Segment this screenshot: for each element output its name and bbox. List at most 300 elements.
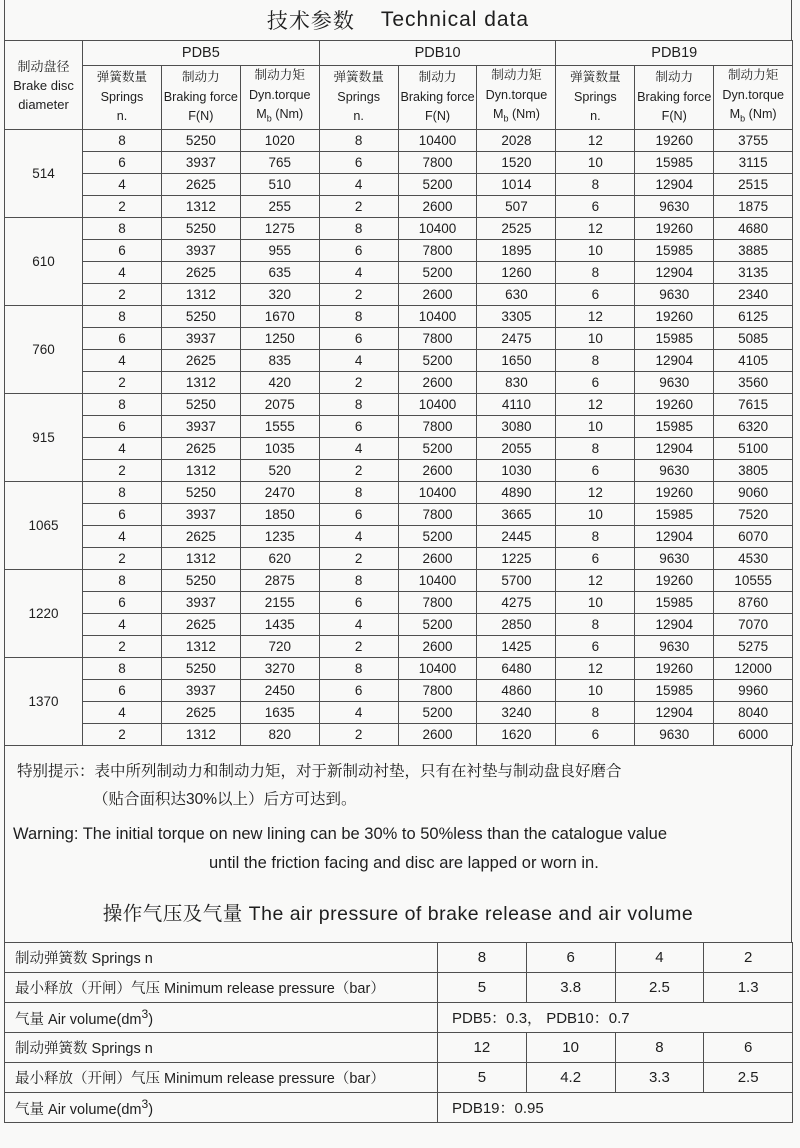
data-cell: 3665: [477, 504, 556, 526]
data-cell: 6320: [714, 416, 793, 438]
data-cell: 6: [556, 196, 635, 218]
data-cell: 2600: [398, 196, 477, 218]
data-cell: 1425: [477, 636, 556, 658]
table-row: [5, 702, 793, 724]
data-cell: 9630: [635, 636, 714, 658]
data-cell: 7800: [398, 680, 477, 702]
data-cell: 12904: [635, 526, 714, 548]
data-cell: 5200: [398, 262, 477, 284]
data-cell: 5250: [161, 306, 240, 328]
springs-column-header: 弹簧数量 Springs n.: [83, 66, 162, 130]
data-cell: 4105: [714, 350, 793, 372]
data-cell: 6: [83, 240, 162, 262]
data-cell: 1555: [240, 416, 319, 438]
data-cell: 5250: [161, 570, 240, 592]
data-cell: 9630: [635, 724, 714, 746]
data-cell: 3755: [714, 130, 793, 152]
data-cell: 6: [556, 636, 635, 658]
data-cell: 10400: [398, 394, 477, 416]
pressure-value: 2.5: [615, 973, 704, 1003]
data-cell: 6: [319, 416, 398, 438]
data-cell: 3937: [161, 504, 240, 526]
data-cell: 10: [556, 328, 635, 350]
springs-column-header: 弹簧数量 Springs n.: [556, 66, 635, 130]
data-cell: 4: [319, 526, 398, 548]
table-row: [5, 284, 793, 306]
data-cell: 2470: [240, 482, 319, 504]
data-cell: 12904: [635, 702, 714, 724]
table-row: [5, 196, 793, 218]
data-cell: 1650: [477, 350, 556, 372]
data-cell: 9060: [714, 482, 793, 504]
diameter-cell: 915: [5, 394, 83, 482]
data-cell: 5250: [161, 658, 240, 680]
data-cell: 3270: [240, 658, 319, 680]
page-title-en: Technical data: [380, 8, 530, 31]
data-cell: 1020: [240, 130, 319, 152]
data-cell: 10400: [398, 306, 477, 328]
table-row: [5, 636, 793, 658]
pressure-value: 4.2: [526, 1063, 615, 1093]
data-cell: 8: [556, 174, 635, 196]
data-cell: 1312: [161, 284, 240, 306]
table-row: [5, 306, 793, 328]
data-cell: 2875: [240, 570, 319, 592]
data-cell: 1250: [240, 328, 319, 350]
data-cell: 8: [83, 218, 162, 240]
data-cell: 2: [83, 548, 162, 570]
data-cell: 7070: [714, 614, 793, 636]
data-cell: 12904: [635, 438, 714, 460]
springs-value: 8: [615, 1033, 704, 1063]
data-cell: 2: [319, 636, 398, 658]
data-cell: 10400: [398, 130, 477, 152]
data-cell: 6: [556, 372, 635, 394]
data-cell: 1312: [161, 460, 240, 482]
data-cell: 420: [240, 372, 319, 394]
data-cell: 2: [319, 724, 398, 746]
data-cell: 1275: [240, 218, 319, 240]
data-cell: 9630: [635, 284, 714, 306]
table-row: [5, 438, 793, 460]
data-cell: 2055: [477, 438, 556, 460]
table-row: [5, 548, 793, 570]
data-cell: 3937: [161, 328, 240, 350]
air-volume-label: 气量 Air $volume(dm^3)$: [5, 1093, 438, 1123]
data-cell: 720: [240, 636, 319, 658]
pressure-label: 最小释放（开闸）气压 Minimum release pressure（bar）: [5, 1063, 438, 1093]
diameter-cell: 1220: [5, 570, 83, 658]
data-cell: 19260: [635, 394, 714, 416]
data-cell: 7800: [398, 592, 477, 614]
group-header-pdb19: PDB19: [556, 41, 793, 66]
springs-label: 制动弹簧数 Springs n: [5, 943, 438, 973]
table-row: [5, 570, 793, 592]
table-row: [5, 372, 793, 394]
data-cell: 4: [83, 438, 162, 460]
data-cell: 15985: [635, 504, 714, 526]
data-cell: 5250: [161, 130, 240, 152]
torque-column-header: 制动力矩 Dyn.torque $M_b$ (Nm): [477, 66, 556, 130]
table-row: [5, 328, 793, 350]
data-cell: 15985: [635, 152, 714, 174]
data-cell: 3937: [161, 416, 240, 438]
pressure-row: [5, 973, 793, 1003]
data-cell: 7800: [398, 240, 477, 262]
data-cell: 2075: [240, 394, 319, 416]
data-cell: 6: [319, 328, 398, 350]
group-header-pdb5: PDB5: [83, 41, 320, 66]
data-cell: 6070: [714, 526, 793, 548]
data-cell: 2450: [240, 680, 319, 702]
data-cell: 15985: [635, 680, 714, 702]
data-cell: 520: [240, 460, 319, 482]
data-cell: 6125: [714, 306, 793, 328]
data-cell: 507: [477, 196, 556, 218]
data-cell: 7800: [398, 152, 477, 174]
data-cell: 3885: [714, 240, 793, 262]
data-cell: 8: [556, 438, 635, 460]
data-cell: 630: [477, 284, 556, 306]
data-cell: 5200: [398, 174, 477, 196]
data-cell: 10: [556, 240, 635, 262]
data-cell: 19260: [635, 482, 714, 504]
data-cell: 3080: [477, 416, 556, 438]
note-chinese-line2: （贴合面积达30%以上）后方可达到。: [93, 791, 357, 809]
data-cell: 9960: [714, 680, 793, 702]
data-cell: 8: [83, 482, 162, 504]
data-cell: 2525: [477, 218, 556, 240]
air-volume-label: 气量 Air $volume(dm^3)$: [5, 1003, 438, 1033]
air-volume-row: [5, 1003, 793, 1033]
data-cell: 1035: [240, 438, 319, 460]
table-row: [5, 482, 793, 504]
data-cell: 1312: [161, 196, 240, 218]
data-cell: 10400: [398, 658, 477, 680]
data-cell: 6: [319, 152, 398, 174]
data-cell: 4680: [714, 218, 793, 240]
data-cell: 19260: [635, 130, 714, 152]
data-cell: 8: [83, 658, 162, 680]
data-cell: 8: [556, 262, 635, 284]
data-cell: 6: [556, 284, 635, 306]
data-cell: 6: [556, 548, 635, 570]
data-cell: 2600: [398, 284, 477, 306]
air-volume-value: PDB19：0.95: [438, 1093, 793, 1123]
data-cell: 10: [556, 416, 635, 438]
data-cell: 3115: [714, 152, 793, 174]
pressure-value: 2.5: [704, 1063, 793, 1093]
data-cell: 10: [556, 592, 635, 614]
data-cell: 3937: [161, 240, 240, 262]
data-cell: 4: [83, 526, 162, 548]
data-cell: 1895: [477, 240, 556, 262]
pressure-value: 3.8: [526, 973, 615, 1003]
data-cell: 1620: [477, 724, 556, 746]
data-cell: 765: [240, 152, 319, 174]
air-pressure-section-title: 操作气压及气量 The air pressure of brake release and air volume: [102, 903, 694, 926]
data-cell: 6: [83, 504, 162, 526]
group-header-pdb10: PDB10: [319, 41, 556, 66]
diameter-cell: 1370: [5, 658, 83, 746]
data-cell: 12904: [635, 614, 714, 636]
data-cell: 5250: [161, 218, 240, 240]
data-cell: 4110: [477, 394, 556, 416]
table-row: [5, 460, 793, 482]
data-cell: 15985: [635, 416, 714, 438]
data-cell: 4: [83, 614, 162, 636]
data-cell: 3305: [477, 306, 556, 328]
springs-column-header: 弹簧数量 Springs n.: [319, 66, 398, 130]
data-cell: 4: [83, 262, 162, 284]
data-cell: 8: [319, 570, 398, 592]
data-cell: 10: [556, 680, 635, 702]
force-column-header: 制动力 Braking force F(N): [635, 66, 714, 130]
data-cell: 15985: [635, 328, 714, 350]
data-cell: 2600: [398, 636, 477, 658]
data-cell: 6: [319, 504, 398, 526]
data-cell: 1312: [161, 372, 240, 394]
data-cell: 2: [83, 196, 162, 218]
main-table-body: [5, 130, 793, 746]
springs-value: 12: [438, 1033, 527, 1063]
data-cell: 5200: [398, 350, 477, 372]
springs-value: 6: [526, 943, 615, 973]
data-cell: 255: [240, 196, 319, 218]
data-cell: 2625: [161, 438, 240, 460]
data-cell: 6: [83, 328, 162, 350]
data-cell: 510: [240, 174, 319, 196]
data-cell: 1225: [477, 548, 556, 570]
data-cell: 12: [556, 394, 635, 416]
data-cell: 8: [83, 570, 162, 592]
page-title-zh: 技术参数: [266, 10, 355, 33]
data-cell: 6: [556, 460, 635, 482]
data-cell: 7800: [398, 328, 477, 350]
diameter-cell: 610: [5, 218, 83, 306]
notes-block: [4, 746, 792, 942]
data-cell: 1850: [240, 504, 319, 526]
data-cell: 6: [319, 680, 398, 702]
air-volume-row: [5, 1093, 793, 1123]
data-cell: 2600: [398, 548, 477, 570]
data-cell: 830: [477, 372, 556, 394]
data-cell: 8: [556, 702, 635, 724]
data-cell: 2475: [477, 328, 556, 350]
pressure-label: 最小释放（开闸）气压 Minimum release pressure（bar）: [5, 973, 438, 1003]
data-cell: 2: [83, 372, 162, 394]
table-row: [5, 658, 793, 680]
data-cell: 2850: [477, 614, 556, 636]
data-cell: 12: [556, 570, 635, 592]
data-cell: 955: [240, 240, 319, 262]
data-cell: 5200: [398, 614, 477, 636]
diameter-cell: 514: [5, 130, 83, 218]
pressure-value: 5: [438, 973, 527, 1003]
data-cell: 8: [319, 394, 398, 416]
table-row: [5, 526, 793, 548]
data-cell: 2: [83, 284, 162, 306]
data-cell: 2: [319, 196, 398, 218]
data-cell: 3135: [714, 262, 793, 284]
springs-row: [5, 943, 793, 973]
page-title: [4, 0, 792, 40]
data-cell: 2: [83, 460, 162, 482]
springs-value: 4: [615, 943, 704, 973]
data-cell: 6: [83, 592, 162, 614]
data-cell: 8: [556, 614, 635, 636]
pressure-row: [5, 1063, 793, 1093]
note-chinese-line1: 特别提示：表中所列制动力和制动力矩，对于新制动衬垫，只有在衬垫与制动盘良好磨合: [17, 763, 622, 781]
data-cell: 4: [319, 174, 398, 196]
data-cell: 8: [556, 350, 635, 372]
data-cell: 1670: [240, 306, 319, 328]
force-column-header: 制动力 Braking force F(N): [161, 66, 240, 130]
data-cell: 8: [83, 130, 162, 152]
data-cell: 1312: [161, 724, 240, 746]
data-cell: 1312: [161, 636, 240, 658]
table-row: [5, 724, 793, 746]
data-cell: 4860: [477, 680, 556, 702]
data-cell: 12: [556, 130, 635, 152]
data-cell: 12000: [714, 658, 793, 680]
diameter-cell: 1065: [5, 482, 83, 570]
data-cell: 12: [556, 658, 635, 680]
data-cell: 12904: [635, 174, 714, 196]
data-cell: 6: [83, 680, 162, 702]
table-row: [5, 394, 793, 416]
data-cell: 6: [83, 416, 162, 438]
data-cell: 2: [83, 724, 162, 746]
data-cell: 2: [319, 460, 398, 482]
data-cell: 5200: [398, 438, 477, 460]
data-cell: 5100: [714, 438, 793, 460]
data-cell: 4: [83, 350, 162, 372]
data-cell: 6480: [477, 658, 556, 680]
air-volume-value: PDB5：0.3， PDB10：0.7: [438, 1003, 793, 1033]
data-cell: 5250: [161, 394, 240, 416]
data-cell: 2625: [161, 526, 240, 548]
data-cell: 635: [240, 262, 319, 284]
data-cell: 4: [319, 350, 398, 372]
data-cell: 9630: [635, 196, 714, 218]
note-english-line1: Warning: The initial torque on new lining can be 30% to 50%less than the catalogue value: [13, 825, 668, 844]
data-cell: 1312: [161, 548, 240, 570]
note-english: [13, 820, 785, 878]
data-cell: 8040: [714, 702, 793, 724]
table-row: [5, 592, 793, 614]
data-cell: 7800: [398, 504, 477, 526]
technical-data-table: [4, 40, 793, 746]
main-table-head: [5, 41, 793, 130]
data-cell: 5200: [398, 526, 477, 548]
air-pressure-table: [4, 942, 793, 1123]
data-cell: 6: [83, 152, 162, 174]
data-cell: 4: [319, 614, 398, 636]
data-cell: 6000: [714, 724, 793, 746]
data-cell: 19260: [635, 306, 714, 328]
data-cell: 1030: [477, 460, 556, 482]
springs-row: [5, 1033, 793, 1063]
diameter-cell: 760: [5, 306, 83, 394]
data-cell: 820: [240, 724, 319, 746]
springs-value: 6: [704, 1033, 793, 1063]
data-cell: 10400: [398, 570, 477, 592]
data-cell: 8: [83, 394, 162, 416]
data-cell: 2625: [161, 262, 240, 284]
data-cell: 2515: [714, 174, 793, 196]
data-cell: 835: [240, 350, 319, 372]
torque-column-header: 制动力矩 Dyn.torque $M_b$ (Nm): [714, 66, 793, 130]
diameter-header: 制动盘径 Brake disc diameter: [5, 41, 83, 130]
springs-label: 制动弹簧数 Springs n: [5, 1033, 438, 1063]
data-cell: 2625: [161, 702, 240, 724]
data-cell: 4: [83, 174, 162, 196]
data-cell: 620: [240, 548, 319, 570]
data-cell: 2600: [398, 460, 477, 482]
data-cell: 1635: [240, 702, 319, 724]
data-cell: 2600: [398, 724, 477, 746]
data-cell: 1260: [477, 262, 556, 284]
data-cell: 9630: [635, 460, 714, 482]
table-row: [5, 218, 793, 240]
data-cell: 2155: [240, 592, 319, 614]
force-column-header: 制动力 Braking force F(N): [398, 66, 477, 130]
data-cell: 6: [556, 724, 635, 746]
note-english-line2: until the friction facing and disc are lapped or worn in.: [209, 854, 599, 873]
data-cell: 3937: [161, 592, 240, 614]
springs-value: 10: [526, 1033, 615, 1063]
data-cell: 1875: [714, 196, 793, 218]
data-cell: 4: [83, 702, 162, 724]
data-cell: 2: [319, 372, 398, 394]
data-cell: 6: [319, 240, 398, 262]
data-cell: 5200: [398, 702, 477, 724]
data-cell: 8: [319, 130, 398, 152]
data-cell: 2625: [161, 614, 240, 636]
data-cell: 4890: [477, 482, 556, 504]
data-cell: 12904: [635, 350, 714, 372]
data-cell: 7520: [714, 504, 793, 526]
data-cell: 320: [240, 284, 319, 306]
data-cell: 10400: [398, 218, 477, 240]
data-cell: 3560: [714, 372, 793, 394]
data-cell: 19260: [635, 658, 714, 680]
data-cell: 2028: [477, 130, 556, 152]
header-row-subcolumns: [5, 66, 793, 130]
data-cell: 12: [556, 218, 635, 240]
data-cell: 5250: [161, 482, 240, 504]
springs-value: 8: [438, 943, 527, 973]
data-cell: 2340: [714, 284, 793, 306]
data-cell: 8: [556, 526, 635, 548]
data-cell: 8760: [714, 592, 793, 614]
data-cell: 3240: [477, 702, 556, 724]
data-cell: 3805: [714, 460, 793, 482]
data-cell: 19260: [635, 218, 714, 240]
data-cell: 2: [83, 636, 162, 658]
data-cell: 19260: [635, 570, 714, 592]
data-cell: 5085: [714, 328, 793, 350]
note-chinese: [17, 758, 785, 814]
header-row-groups: [5, 41, 793, 66]
pressure-value: 5: [438, 1063, 527, 1093]
data-cell: 4: [319, 438, 398, 460]
data-cell: 2600: [398, 372, 477, 394]
table-row: [5, 240, 793, 262]
data-cell: 8: [83, 306, 162, 328]
data-cell: 9630: [635, 548, 714, 570]
